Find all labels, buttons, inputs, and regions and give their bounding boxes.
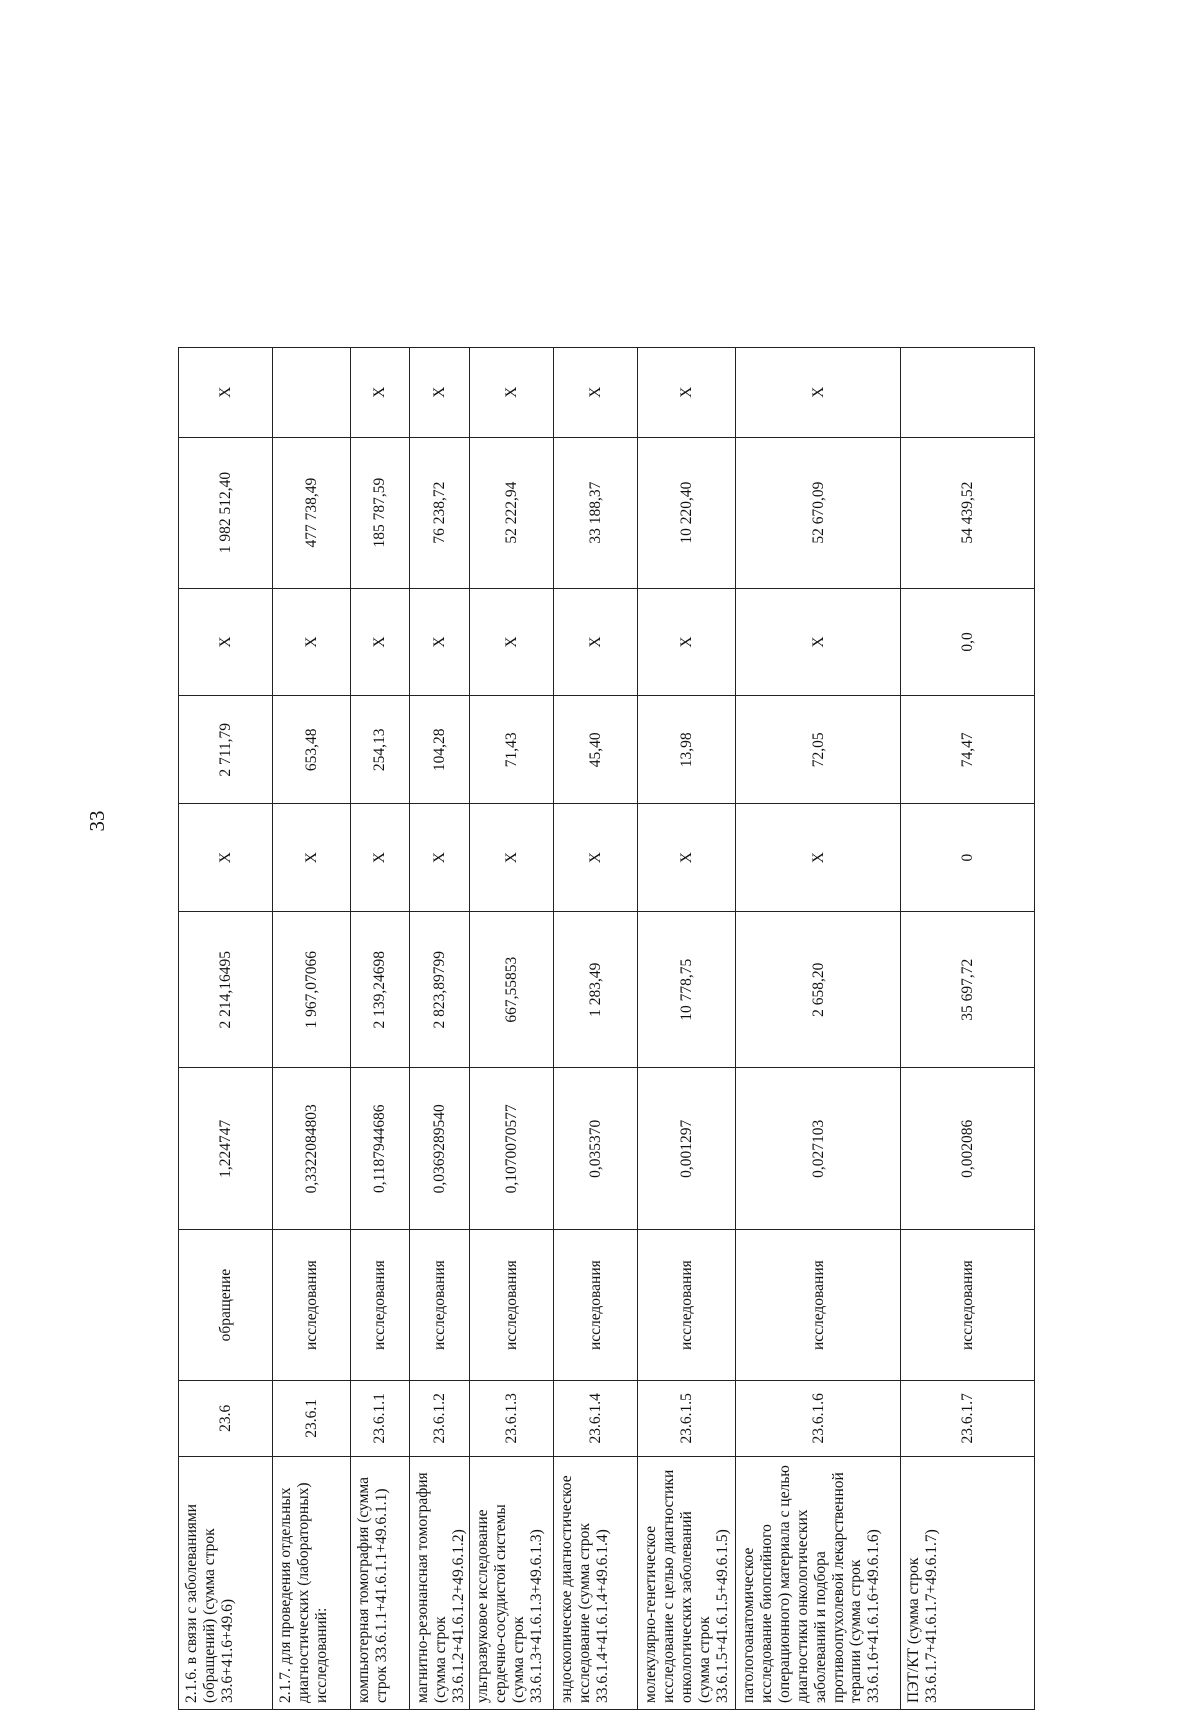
row-code: 23.6.1.4 <box>554 1381 638 1456</box>
table-row <box>410 348 470 1710</box>
rotated-table-container <box>178 347 1033 1710</box>
row-col10: X <box>351 348 410 438</box>
row-col10: X <box>470 348 554 438</box>
row-col10: X <box>736 348 901 438</box>
row-col9: 33 188,37 <box>554 437 638 588</box>
row-col9: 52 222,94 <box>470 437 554 588</box>
row-code: 23.6.1.5 <box>638 1381 736 1456</box>
row-name: компьютерная томография (сумма строк 33.6.1.1+41.6.1.1+49.6.1.1) <box>351 1456 410 1709</box>
row-norm: 1,224747 <box>179 1068 273 1230</box>
row-code: 23.6.1.1 <box>351 1381 410 1456</box>
row-col10 <box>901 348 1035 438</box>
row-unit: исследования <box>901 1230 1035 1381</box>
row-unit: исследования <box>351 1230 410 1381</box>
row-col10: X <box>179 348 273 438</box>
row-cost: 10 778,75 <box>638 912 736 1068</box>
row-col6: X <box>410 804 470 912</box>
row-col8: X <box>736 588 901 696</box>
row-col6: X <box>470 804 554 912</box>
row-col6: X <box>554 804 638 912</box>
table-row <box>179 348 273 1710</box>
table-row <box>470 348 554 1710</box>
row-code: 23.6.1.2 <box>410 1381 470 1456</box>
row-cost: 2 214,16495 <box>179 912 273 1068</box>
row-col10: X <box>410 348 470 438</box>
row-cost: 2 823,89799 <box>410 912 470 1068</box>
row-col8: X <box>273 588 351 696</box>
row-name: 2.1.6. в связи с заболеваниями (обращений) (сумма строк 33.6+41.6+49.6) <box>179 1456 273 1709</box>
row-norm: 0,002086 <box>901 1068 1035 1230</box>
table-row <box>351 348 410 1710</box>
row-code: 23.6 <box>179 1381 273 1456</box>
row-col9: 52 670,09 <box>736 437 901 588</box>
row-col10: X <box>554 348 638 438</box>
row-col7: 71,43 <box>470 696 554 804</box>
row-col9: 54 439,52 <box>901 437 1035 588</box>
row-name: патологоанатомическое исследование биопсийного (операционного) материала с целью диагностики онкологических заболеваний и подбора противоопухолевой лекарственной терапии (сумма строк 33.6.1.6+41.6.1.6+49.6.1.6) <box>736 1456 901 1709</box>
row-cost: 35 697,72 <box>901 912 1035 1068</box>
row-col7: 104,28 <box>410 696 470 804</box>
row-col8: X <box>638 588 736 696</box>
row-col6: X <box>351 804 410 912</box>
row-col8: X <box>351 588 410 696</box>
row-unit: исследования <box>273 1230 351 1381</box>
row-col7: 13,98 <box>638 696 736 804</box>
row-unit: исследования <box>410 1230 470 1381</box>
row-col8: X <box>179 588 273 696</box>
row-col8: X <box>410 588 470 696</box>
table-row <box>638 348 736 1710</box>
row-cost: 2 658,20 <box>736 912 901 1068</box>
row-col6: X <box>638 804 736 912</box>
table-row <box>736 348 901 1710</box>
row-col9: 185 787,59 <box>351 437 410 588</box>
row-col6: X <box>273 804 351 912</box>
row-name: молекулярно-генетическое исследование с целью диагностики онкологических заболеваний (сумма строк 33.6.1.5+41.6.1.5+49.6.1.5) <box>638 1456 736 1709</box>
row-col10 <box>273 348 351 438</box>
page-number: 33 <box>84 810 109 832</box>
row-cost: 667,55853 <box>470 912 554 1068</box>
row-col7: 2 711,79 <box>179 696 273 804</box>
row-col6: X <box>736 804 901 912</box>
row-col8: 0,0 <box>901 588 1035 696</box>
row-col8: X <box>554 588 638 696</box>
row-col7: 45,40 <box>554 696 638 804</box>
row-unit: исследования <box>736 1230 901 1381</box>
row-unit: исследования <box>554 1230 638 1381</box>
table-row <box>901 348 1035 1710</box>
row-cost: 2 139,24698 <box>351 912 410 1068</box>
table-row <box>273 348 351 1710</box>
row-norm: 0,1070070577 <box>470 1068 554 1230</box>
row-name: ПЭТ/КТ (сумма строк 33.6.1.7+41.6.1.7+49.6.1.7) <box>901 1456 1035 1709</box>
row-col9: 1 982 512,40 <box>179 437 273 588</box>
row-unit: обращение <box>179 1230 273 1381</box>
row-norm: 0,1187944686 <box>351 1068 410 1230</box>
row-col7: 72,05 <box>736 696 901 804</box>
row-col6: 0 <box>901 804 1035 912</box>
row-col7: 74,47 <box>901 696 1035 804</box>
row-unit: исследования <box>470 1230 554 1381</box>
row-code: 23.6.1.7 <box>901 1381 1035 1456</box>
row-norm: 0,027103 <box>736 1068 901 1230</box>
row-norm: 0,001297 <box>638 1068 736 1230</box>
table-row <box>554 348 638 1710</box>
row-norm: 0,0369289540 <box>410 1068 470 1230</box>
row-col7: 653,48 <box>273 696 351 804</box>
data-table <box>178 347 1035 1710</box>
row-name: эндоскопическое диагностическое исследование (сумма строк 33.6.1.4+41.6.1.4+49.6.1.4) <box>554 1456 638 1709</box>
row-col8: X <box>470 588 554 696</box>
row-name: ультразвуковое исследование сердечно-сосудистой системы (сумма строк 33.6.1.3+41.6.1.3+49.6.1.3) <box>470 1456 554 1709</box>
row-code: 23.6.1 <box>273 1381 351 1456</box>
row-unit: исследования <box>638 1230 736 1381</box>
row-cost: 1 967,07066 <box>273 912 351 1068</box>
row-norm: 0,035370 <box>554 1068 638 1230</box>
row-norm: 0,3322084803 <box>273 1068 351 1230</box>
row-col9: 10 220,40 <box>638 437 736 588</box>
row-col7: 254,13 <box>351 696 410 804</box>
row-col9: 477 738,49 <box>273 437 351 588</box>
row-col9: 76 238,72 <box>410 437 470 588</box>
row-cost: 1 283,49 <box>554 912 638 1068</box>
row-col10: X <box>638 348 736 438</box>
row-name: 2.1.7. для проведения отдельных диагностических (лабораторных) исследований: <box>273 1456 351 1709</box>
row-code: 23.6.1.3 <box>470 1381 554 1456</box>
row-col6: X <box>179 804 273 912</box>
row-name: магнитно-резонансная томография (сумма строк 33.6.1.2+41.6.1.2+49.6.1.2) <box>410 1456 470 1709</box>
row-code: 23.6.1.6 <box>736 1381 901 1456</box>
